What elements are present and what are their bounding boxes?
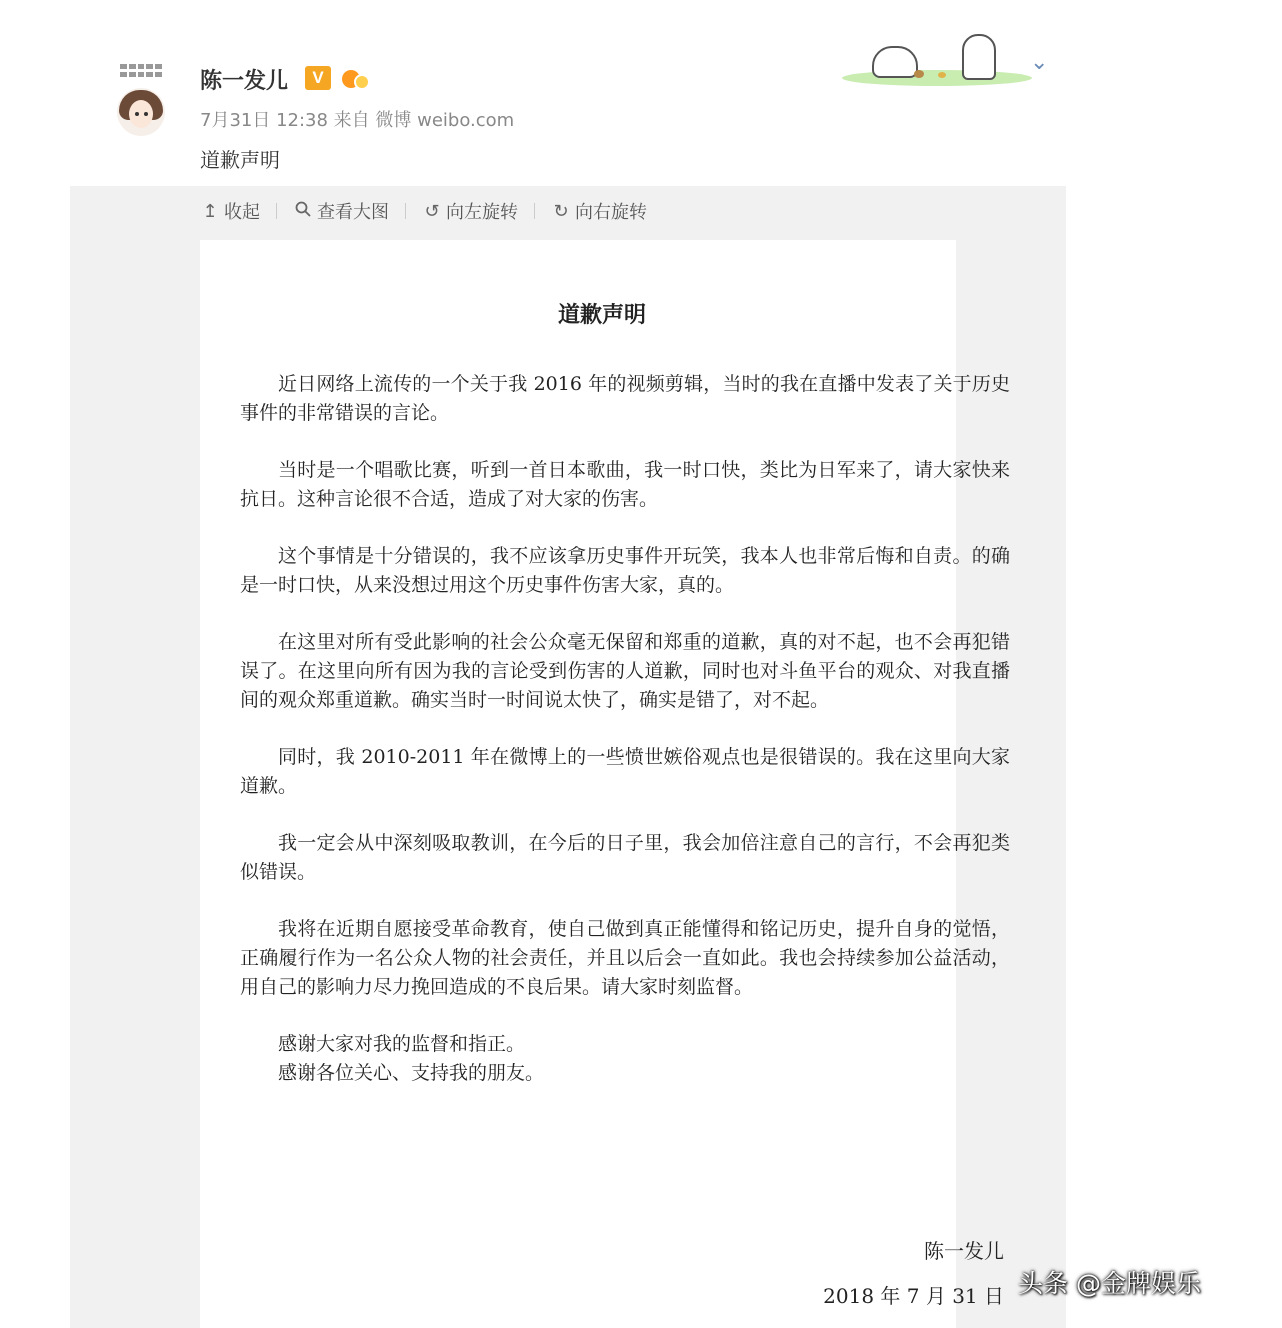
document-paragraph: 同时，我 2010-2011 年在微博上的一些愤世嫉俗观点也是很错误的。我在这里向大家道歉。 [240,746,1010,797]
document-paragraph: 我一定会从中深刻吸取教训，在今后的日子里，我会加倍注意自己的言行，不会再犯类似错误。 [240,832,1010,883]
document-signature: 陈一发儿 [924,1239,1004,1263]
rotate-right-label: 向右旋转 [575,202,647,223]
document-closing-line: 感谢大家对我的监督和指正。 [278,1033,526,1055]
magnifier-icon [293,201,313,222]
watermark: 头条 @金牌娱乐 [1018,1269,1201,1298]
post-header [0,0,1282,186]
statement-image[interactable] [200,240,1010,1328]
document-paragraph: 在这里对所有受此影响的社会公众毫无保留和郑重的道歉，真的对不起，也不会再犯错误了。在这里向所有因为我的言论受到伤害的人道歉，同时也对斗鱼平台的观众、对我直播间的观众郑重道歉。确实当时一时间说太快了，确实是错了，对不起。 [240,631,1010,711]
document-date: 2018 年 7 月 31 日 [823,1284,1004,1308]
document-closing-line: 感谢各位关心、支持我的朋友。 [278,1062,545,1084]
avatar-badge [120,64,162,78]
document-paragraph: 我将在近期自愿接受革命教育，使自己做到真正能懂得和铭记历史，提升自身的觉悟，正确履行作为一名公众人物的社会责任，并且以后会一直如此。我也会持续参加公益活动，用自己的影响力尽力挽回造成的不良后果。请大家时刻监督。 [240,918,1010,998]
post-meta: 7月31日 12:38 来自 微博 weibo.com [200,110,515,131]
level-badge-icon[interactable] [340,66,372,90]
document-title: 道歉声明 [557,302,646,328]
avatar[interactable] [117,88,165,136]
avatar-container[interactable] [113,64,169,140]
document-paragraph: 近日网络上流传的一个关于我 2016 年的视频剪辑，当时的我在直播中发表了关于历史事件的非常错误的言论。 [240,373,1010,424]
rotate-left-icon: ↺ [424,200,440,222]
view-large-button[interactable] [293,198,389,224]
toolbar-divider [534,203,535,219]
post-text: 道歉声明 [200,148,280,172]
verified-badge-icon[interactable]: V [305,66,331,90]
document-paragraph: 当时是一个唱歌比赛，听到一首日本歌曲，我一时口快，类比为日军来了，请大家快来抗日。这种言论很不合适，造成了对大家的伤害。 [240,459,1010,510]
rotate-left-button[interactable] [422,198,518,224]
rotate-left-label: 向左旋转 [446,202,518,223]
rotate-right-button[interactable] [551,198,647,224]
collapse-button[interactable] [200,198,260,224]
chevron-down-icon[interactable]: ⌄ [1030,50,1049,75]
user-name[interactable]: 陈一发儿 [200,69,289,94]
image-toolbar [200,198,647,224]
cow-decoration-icon [842,30,1032,90]
rotate-right-icon: ↻ [553,200,569,222]
document-body [240,370,1010,1088]
document-paragraph: 这个事情是十分错误的，我不应该拿历史事件开玩笑，我本人也非常后悔和自责。的确是一时口快，从来没想过用这个历史事件伤害大家，真的。 [240,545,1010,596]
toolbar-divider [276,203,277,219]
toolbar-divider [405,203,406,219]
view-large-label: 查看大图 [317,202,389,223]
image-viewer [70,186,1066,1328]
collapse-label: 收起 [224,202,260,223]
up-arrow-icon: ↥ [202,200,218,222]
